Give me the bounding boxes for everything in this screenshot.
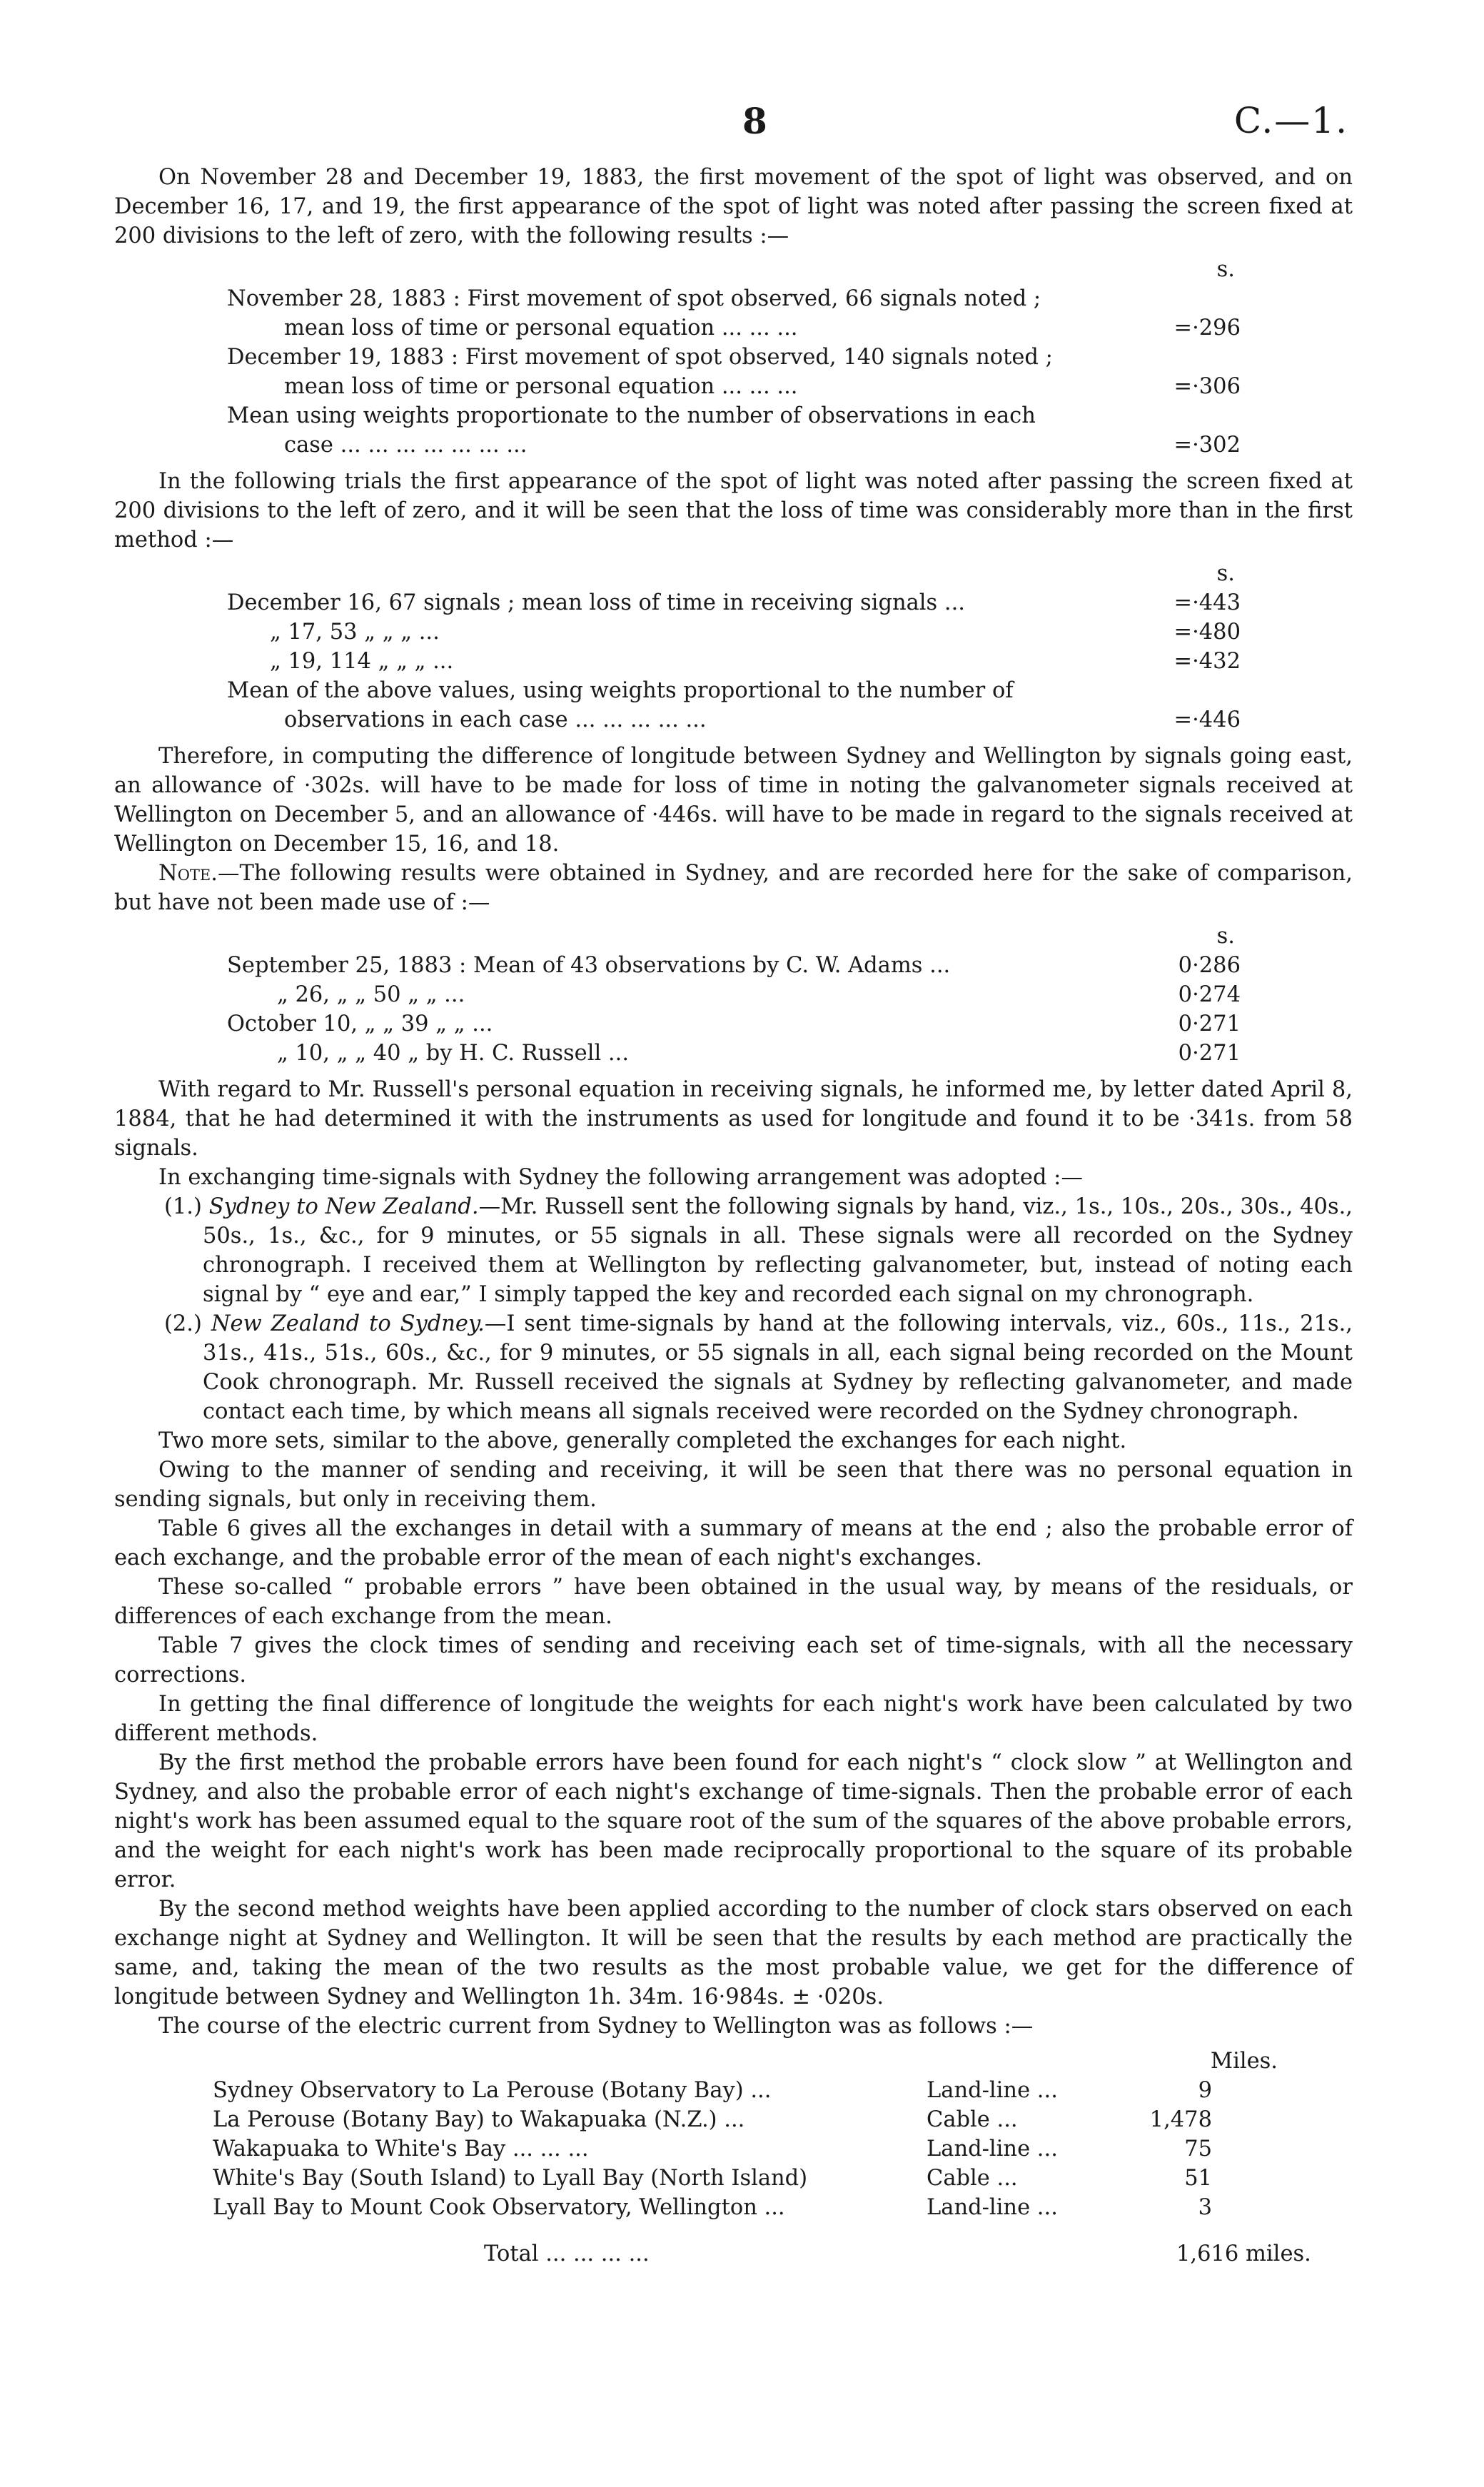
note-label: Note.: [158, 861, 218, 886]
paragraph: In exchanging time-signals with Sydney the following arrangement was adopted :—: [158, 1165, 1083, 1190]
table-row: [213, 2134, 1283, 2164]
table-row: [227, 343, 1241, 372]
paragraph: Table 7 gives the clock times of sending and receiving each set of time-signals, with all the necessary corrections.: [114, 1633, 1353, 1688]
page-header: [0, 100, 1484, 157]
row-value: =·306: [1173, 374, 1241, 399]
paragraph: The course of the electric current from Sydney to Wellington was as follows :—: [158, 2014, 1034, 2039]
paragraph: In the following trials the first appearance of the spot of light was noted after passing the screen fixed at 200 divisions to the left of zero, and it will be seen that the loss of time was considerably more than in the first method :—: [114, 469, 1353, 553]
paragraph: On November 28 and December 19, 1883, the first movement of the spot of light was observed, and on December 16, 17, and 19, the first appearance of the spot of light was noted after passing the screen fixed at 200 divisions to the left of zero, with the following results :—: [114, 165, 1353, 248]
table-unit: s.: [1216, 561, 1235, 586]
note-paragraph: [114, 859, 1353, 917]
row-label: October 10, „ „ 39 „ „ ...: [227, 1012, 493, 1036]
table-row: [213, 2076, 1283, 2105]
row-value: =·446: [1173, 707, 1241, 732]
miles: 3: [1198, 2195, 1212, 2220]
miles: 75: [1184, 2137, 1212, 2161]
route: Lyall Bay to Mount Cook Observatory, Wellington ...: [213, 2195, 785, 2220]
list-item-text: —I sent time-signals by hand at the following intervals, viz., 60s., 11s., 21s., 31s., 41s., 51s., 60s., &c., for 9 minutes, or 55 signals in all, each signal being recorded on the Mount Cook chronograph. Mr. Russell received the signals at Sydney by reflecting galvanometer, and made contact each time, by which means all signals received were recorded on the Sydney chronograph.: [203, 1311, 1353, 1424]
document-reference: C.—1.: [1233, 100, 1348, 141]
paragraph: These so-called “ probable errors ” have been obtained in the usual way, by means of the residuals, or differences of each exchange from the mean.: [114, 1575, 1353, 1629]
row-value: 0·271: [1178, 1012, 1241, 1036]
row-value: =·302: [1173, 433, 1241, 458]
page-body: [114, 163, 1353, 2269]
row-label: case ... ... ... ... ... ... ...: [284, 433, 528, 458]
electric-current-table: [213, 2047, 1311, 2269]
paragraph: Two more sets, similar to the above, generally completed the exchanges for each night.: [158, 1428, 1127, 1453]
table-unit: Miles.: [1210, 2049, 1278, 2074]
route: White's Bay (South Island) to Lyall Bay (North Island): [213, 2166, 808, 2191]
table-row: [227, 980, 1241, 1009]
row-label: „ 10, „ „ 40 „ by H. C. Russell ...: [277, 1041, 630, 1066]
table-row: [227, 401, 1241, 430]
note-text: —The following results were obtained in Sydney, and are recorded here for the sake of comparison, but have not been made use of :—: [114, 861, 1353, 915]
list-item-title: New Zealand to Sydney.: [211, 1311, 485, 1336]
list-item: [164, 1192, 1353, 1309]
list-item-text: —Mr. Russell sent the following signals by hand, viz., 1s., 10s., 20s., 30s., 40s., 50s., 1s., &c., for 9 minutes, or 55 signals in all. These signals were all recorded on the Sydney chronograph. I received them at Wellington by reflecting galvanometer, but, instead of noting each signal by “ eye and ear,” I simply tapped the key and recorded each signal on my chronograph.: [203, 1194, 1353, 1307]
line-type: Land-line ...: [927, 2078, 1058, 2103]
table-row: [227, 372, 1241, 401]
route: La Perouse (Botany Bay) to Wakapuaka (N.Z.) ...: [213, 2107, 745, 2132]
paragraph: In getting the final difference of longitude the weights for each night's work have been calculated by two different methods.: [114, 1692, 1353, 1746]
table-row: [227, 313, 1241, 343]
table-row: [227, 647, 1241, 676]
total-value: 1,616 miles.: [1176, 2241, 1311, 2266]
table-row: [213, 2164, 1283, 2193]
paragraph: Owing to the manner of sending and receiving, it will be seen that there was no personal equation in sending signals, but only in receiving them.: [114, 1458, 1353, 1512]
personal-equation-table-2: [227, 559, 1241, 735]
list-item-title: Sydney to New Zealand.: [208, 1194, 479, 1219]
miles: 1,478: [1149, 2107, 1212, 2132]
paragraph: With regard to Mr. Russell's personal equation in receiving signals, he informed me, by letter dated April 8, 1884, that he had determined it with the instruments as used for longitude and found it to be ·341s. from 58 signals.: [114, 1077, 1353, 1161]
table-row: [213, 2105, 1283, 2134]
row-label: „ 26, „ „ 50 „ „ ...: [277, 982, 465, 1007]
list-item: [164, 1309, 1353, 1426]
table-row: [227, 705, 1241, 735]
row-label: December 16, 67 signals ; mean loss of time in receiving signals ...: [227, 590, 965, 615]
sydney-results-table: [227, 922, 1241, 1068]
row-value: =·296: [1173, 316, 1241, 340]
row-label: „ 19, 114 „ „ „ ...: [270, 649, 454, 674]
row-label: September 25, 1883 : Mean of 43 observations by C. W. Adams ...: [227, 953, 951, 978]
table-row: [227, 676, 1241, 705]
row-label: mean loss of time or personal equation ... ... ...: [284, 374, 798, 399]
list-number: (2.): [164, 1311, 202, 1336]
row-value: 0·286: [1178, 953, 1241, 978]
personal-equation-table-1: [227, 255, 1241, 460]
line-type: Cable ...: [927, 2107, 1018, 2132]
row-value: 0·274: [1178, 982, 1241, 1007]
table-row: [227, 430, 1241, 460]
route: Wakapuaka to White's Bay ... ... ...: [213, 2137, 589, 2161]
row-label: December 19, 1883 : First movement of spot observed, 140 signals noted ;: [227, 345, 1053, 370]
paragraph: By the second method weights have been applied according to the number of clock stars observed on each exchange night at Sydney and Wellington. It will be seen that the results by each method are practically the same, and, taking the mean of the two results as the most probable value, we get for the difference of longitude between Sydney and Wellington 1h. 34m. 16·984s. ± ·020s.: [114, 1897, 1353, 2009]
line-type: Land-line ...: [927, 2137, 1058, 2161]
table-row: [213, 2193, 1283, 2222]
table-row: [227, 1039, 1241, 1068]
table-row: [227, 617, 1241, 647]
table-row: [227, 588, 1241, 617]
row-label: November 28, 1883 : First movement of spot observed, 66 signals noted ;: [227, 286, 1041, 311]
page-number: 8: [742, 100, 767, 142]
line-type: Land-line ...: [927, 2195, 1058, 2220]
row-label: Mean of the above values, using weights proportional to the number of: [227, 678, 1014, 703]
table-row: [227, 1009, 1241, 1039]
paragraph: Therefore, in computing the difference of longitude between Sydney and Wellington by signals going east, an allowance of ·302s. will have to be made for loss of time in noting the galvanometer signals received at Wellington on December 5, and an allowance of ·446s. will have to be made in regard to the signals received at Wellington on December 15, 16, and 18.: [114, 744, 1353, 857]
table-row: [227, 951, 1241, 980]
row-value: =·443: [1173, 590, 1241, 615]
table-unit: s.: [1216, 924, 1235, 949]
row-label: mean loss of time or personal equation ... ... ...: [284, 316, 798, 340]
table-unit: s.: [1216, 257, 1235, 282]
paragraph: By the first method the probable errors have been found for each night's “ clock slow ” at Wellington and Sydney, and also the probable error of each night's exchange of time-signals. Then the probable error of each night's work has been assumed equal to the square root of the sum of the squares of the above probable errors, and the weight for each night's work has been made reciprocally proportional to the square of its probable error.: [114, 1750, 1353, 1892]
line-type: Cable ...: [927, 2166, 1018, 2191]
miles: 51: [1184, 2166, 1212, 2191]
row-label: „ 17, 53 „ „ „ ...: [270, 620, 440, 645]
row-value: 0·271: [1178, 1041, 1241, 1066]
miles: 9: [1198, 2078, 1212, 2103]
total-row: [213, 2239, 1311, 2269]
row-label: observations in each case ... ... ... ... ...: [284, 707, 707, 732]
row-label: Mean using weights proportionate to the number of observations in each: [227, 403, 1036, 428]
table-row: [227, 284, 1241, 313]
route: Sydney Observatory to La Perouse (Botany Bay) ...: [213, 2078, 772, 2103]
paragraph: Table 6 gives all the exchanges in detail with a summary of means at the end ; also the probable error of each exchange, and the probable error of the mean of each night's exchanges.: [114, 1516, 1353, 1570]
list-number: (1.): [164, 1194, 202, 1219]
numbered-list: [164, 1192, 1353, 1426]
total-label: Total ... ... ... ...: [484, 2241, 650, 2266]
row-value: =·432: [1173, 649, 1241, 674]
row-value: =·480: [1173, 620, 1241, 645]
